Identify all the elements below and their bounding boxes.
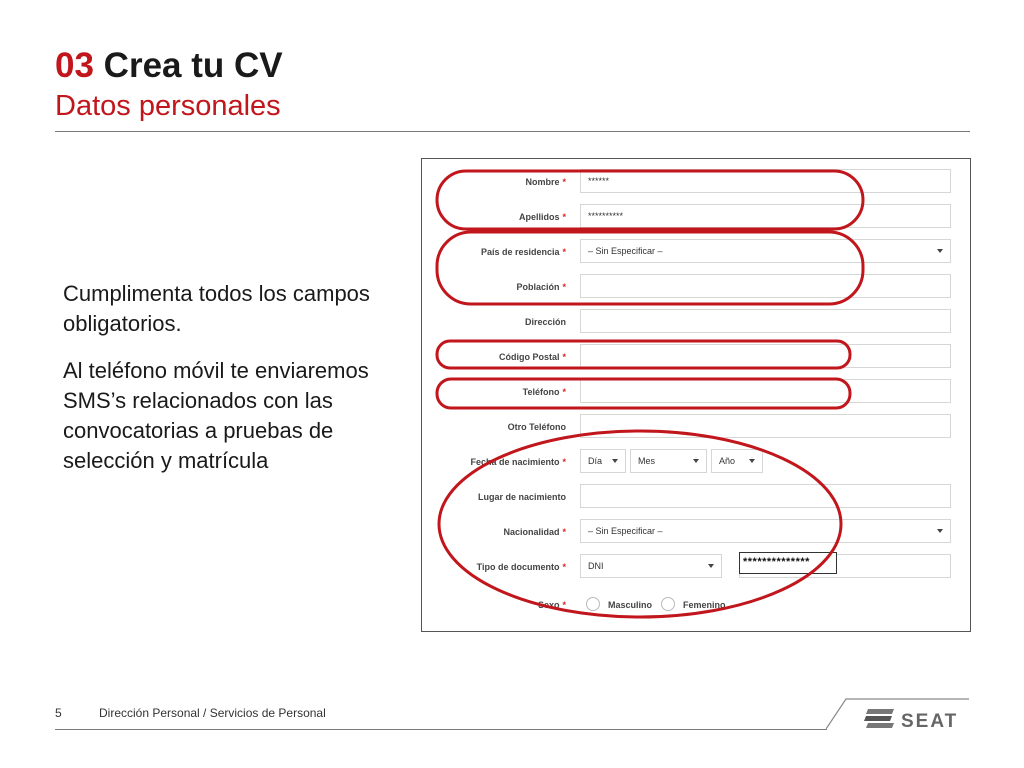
documento-number-value: ************** xyxy=(739,552,837,574)
header-divider xyxy=(55,131,970,132)
apellidos-input[interactable]: ********** xyxy=(580,204,951,228)
chevron-down-icon xyxy=(749,459,755,463)
row-telefono xyxy=(422,379,970,405)
dia-select[interactable]: Día xyxy=(580,449,626,473)
slide-title xyxy=(55,46,283,86)
row-tipo-documento xyxy=(422,554,970,580)
footer-divider xyxy=(55,729,827,730)
chevron-down-icon xyxy=(693,459,699,463)
lugar-nacimiento-input[interactable] xyxy=(580,484,951,508)
anio-select[interactable]: Año xyxy=(711,449,763,473)
required-mark: * xyxy=(562,212,566,222)
label-telefono: Teléfono * xyxy=(522,387,566,397)
title-text: Crea tu CV xyxy=(103,46,283,85)
page-number: 5 xyxy=(55,706,62,720)
label-apellidos: Apellidos * xyxy=(518,212,566,222)
chevron-down-icon xyxy=(937,529,943,533)
title-number: 03 xyxy=(55,46,94,85)
row-poblacion xyxy=(422,274,970,300)
nombre-input[interactable]: ****** xyxy=(580,169,951,193)
poblacion-input[interactable] xyxy=(580,274,951,298)
label-codigo-postal: Código Postal * xyxy=(498,352,566,362)
label-direccion: Dirección xyxy=(524,317,566,327)
nacionalidad-select[interactable]: – Sin Especificar – xyxy=(580,519,951,543)
label-poblacion: Población * xyxy=(516,282,566,292)
row-direccion xyxy=(422,309,970,335)
required-mark: * xyxy=(562,247,566,257)
instruction-paragraph-1: Cumplimenta todos los campos obligatorios. xyxy=(63,281,370,336)
direccion-input[interactable] xyxy=(580,309,951,333)
masculino-label: Masculino xyxy=(608,600,653,610)
label-nombre: Nombre * xyxy=(525,177,566,187)
tipo-documento-select[interactable]: DNI xyxy=(580,554,722,578)
row-pais xyxy=(422,239,970,265)
form-screenshot xyxy=(421,158,971,632)
label-pais: País de residencia * xyxy=(480,247,566,257)
codigo-postal-input[interactable] xyxy=(580,344,951,368)
row-otro-telefono xyxy=(422,414,970,440)
pais-select[interactable]: – Sin Especificar – xyxy=(580,239,951,263)
femenino-label: Femenino xyxy=(683,600,726,610)
chevron-down-icon xyxy=(937,249,943,253)
required-mark: * xyxy=(562,600,566,610)
chevron-down-icon xyxy=(612,459,618,463)
required-mark: * xyxy=(562,562,566,572)
required-mark: * xyxy=(562,457,566,467)
label-fecha-nacimiento: Fecha de nacimiento * xyxy=(470,457,566,467)
row-codigo-postal xyxy=(422,344,970,370)
label-sexo: Sexo * xyxy=(537,600,566,610)
required-mark: * xyxy=(562,177,566,187)
femenino-radio[interactable] xyxy=(661,597,675,611)
mes-select[interactable]: Mes xyxy=(630,449,707,473)
telefono-input[interactable] xyxy=(580,379,951,403)
chevron-down-icon xyxy=(708,564,714,568)
required-mark: * xyxy=(562,352,566,362)
required-mark: * xyxy=(562,527,566,537)
required-mark: * xyxy=(562,387,566,397)
row-nacionalidad xyxy=(422,519,970,545)
required-mark: * xyxy=(562,282,566,292)
label-tipo-documento: Tipo de documento * xyxy=(476,562,566,572)
label-otro-telefono: Otro Teléfono xyxy=(507,422,566,432)
row-lugar-nacimiento xyxy=(422,484,970,510)
row-apellidos xyxy=(422,204,970,230)
seat-emblem-icon xyxy=(864,709,894,728)
seat-logo xyxy=(826,697,972,737)
masculino-radio[interactable] xyxy=(586,597,600,611)
row-nombre xyxy=(422,169,970,195)
label-nacionalidad: Nacionalidad * xyxy=(503,527,566,537)
seat-logo-text: SEAT xyxy=(901,711,959,732)
row-sexo xyxy=(422,592,970,618)
slide-subtitle: Datos personales xyxy=(55,90,281,122)
row-fecha-nacimiento xyxy=(422,449,970,475)
instructions xyxy=(63,279,393,476)
instruction-paragraph-2: Al teléfono móvil te enviaremos SMS’s relacionados con las convocatorias a pruebas de selección y matrícula xyxy=(63,358,369,473)
otro-telefono-input[interactable] xyxy=(580,414,951,438)
footer-text: Dirección Personal / Servicios de Personal xyxy=(99,706,326,720)
label-lugar-nacimiento: Lugar de nacimiento xyxy=(477,492,566,502)
